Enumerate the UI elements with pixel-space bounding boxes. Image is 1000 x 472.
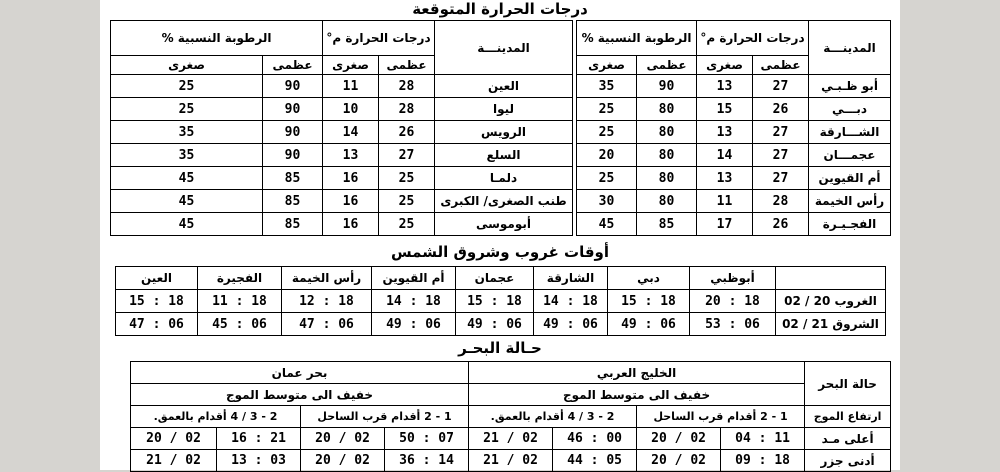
humidity-min: 45 xyxy=(111,167,263,190)
humidity-min: 45 xyxy=(111,213,263,236)
city-name: الفجـيـرة xyxy=(809,213,891,236)
wave-coast: 1 - 2 أقدام قرب الساحل xyxy=(301,406,469,428)
tide-value: 14 : 36 xyxy=(385,450,469,472)
wave-height-label: ارتفاع الموج xyxy=(805,406,891,428)
humidity-max: 80 xyxy=(637,98,697,121)
city-name: أبو ظـبـي xyxy=(809,75,891,98)
sunrise-time: 06 : 49 xyxy=(608,313,690,336)
tide-value: 02 / 20 xyxy=(637,428,721,450)
sunrise-time: 06 : 53 xyxy=(690,313,776,336)
sea-region-row xyxy=(131,362,891,384)
min-header: صغرى xyxy=(323,56,379,75)
temp-max: 26 xyxy=(753,98,809,121)
humidity-max: 90 xyxy=(263,144,323,167)
temp-min: 13 xyxy=(697,121,753,144)
high-tide-row xyxy=(131,428,891,450)
gulf-state: خفيف الى متوسط الموج xyxy=(469,384,805,406)
sunrise-row xyxy=(116,313,886,336)
sun-city: رأس الخيمة xyxy=(282,267,372,290)
tide-value: 02 / 20 xyxy=(637,450,721,472)
city-name: الرويس xyxy=(435,121,573,144)
max-header: عظمى xyxy=(263,56,323,75)
sun-corner-cell xyxy=(776,267,886,290)
sun-city: عجمان xyxy=(456,267,534,290)
sea-state-label: حالة البحر xyxy=(805,362,891,406)
humidity-max: 90 xyxy=(263,75,323,98)
wave-deep: 2 - 3 / 4 أقدام بالعمق. xyxy=(131,406,301,428)
tide-value: 02 / 20 xyxy=(301,428,385,450)
humidity-min: 25 xyxy=(111,98,263,121)
humidity-min: 35 xyxy=(111,121,263,144)
max-header: عظمى xyxy=(753,56,809,75)
oman-state: خفيف الى متوسط الموج xyxy=(131,384,469,406)
sun-title: أوقات غروب وشروق الشمس xyxy=(390,243,610,261)
humidity-min: 45 xyxy=(577,213,637,236)
city-name: ليوا xyxy=(435,98,573,121)
table-row xyxy=(111,121,891,144)
low-tide-row xyxy=(131,450,891,472)
tide-value: 21 : 16 xyxy=(217,428,301,450)
temp-max: 25 xyxy=(379,167,435,190)
weather-bulletin-page xyxy=(100,0,900,470)
city-header-left: المدينـــة xyxy=(435,21,573,75)
city-name: رأس الخيمة xyxy=(809,190,891,213)
temp-max: 27 xyxy=(379,144,435,167)
temp-min: 17 xyxy=(697,213,753,236)
city-name: أبوموسى xyxy=(435,213,573,236)
temp-min: 16 xyxy=(323,213,379,236)
low-tide-label: أدنى جزر xyxy=(805,450,891,472)
sunrise-time: 06 : 47 xyxy=(282,313,372,336)
sun-city: أم القيوين xyxy=(372,267,456,290)
sunset-time: 18 : 15 xyxy=(116,290,198,313)
tide-value: 03 : 13 xyxy=(217,450,301,472)
gulf-name: الخليج العربي xyxy=(469,362,805,384)
humidity-header-right: الرطوبة النسبية % xyxy=(577,21,697,56)
city-name: الشـــارقة xyxy=(809,121,891,144)
temp-min: 10 xyxy=(323,98,379,121)
table-row xyxy=(111,167,891,190)
humidity-max: 80 xyxy=(637,167,697,190)
temp-max: 28 xyxy=(753,190,809,213)
city-name: العين xyxy=(435,75,573,98)
sunset-time: 18 : 14 xyxy=(372,290,456,313)
sunset-time: 18 : 14 xyxy=(534,290,608,313)
sunrise-time: 06 : 45 xyxy=(198,313,282,336)
temp-max: 27 xyxy=(753,121,809,144)
table-row xyxy=(111,190,891,213)
humidity-min: 25 xyxy=(577,121,637,144)
humidity-max: 85 xyxy=(637,213,697,236)
humidity-max: 85 xyxy=(263,190,323,213)
tide-value: 02 / 21 xyxy=(469,450,553,472)
sunset-row xyxy=(116,290,886,313)
humidity-max: 90 xyxy=(637,75,697,98)
max-header: عظمى xyxy=(637,56,697,75)
sunrise-label: الشروق 21 / 02 xyxy=(776,313,886,336)
humidity-max: 90 xyxy=(263,98,323,121)
sunrise-time: 06 : 47 xyxy=(116,313,198,336)
temp-max: 27 xyxy=(753,144,809,167)
table-row xyxy=(111,98,891,121)
sun-times-table xyxy=(115,266,886,336)
temp-min: 16 xyxy=(323,190,379,213)
sun-city: أبوظبي xyxy=(690,267,776,290)
temp-max: 28 xyxy=(379,75,435,98)
sun-city: الشارقة xyxy=(534,267,608,290)
temp-min: 14 xyxy=(697,144,753,167)
city-name: عجمـــان xyxy=(809,144,891,167)
min-header: صغرى xyxy=(577,56,637,75)
city-header-right: المدينـــة xyxy=(809,21,891,75)
tide-value: 05 : 44 xyxy=(553,450,637,472)
weather-title: درجات الحرارة المتوقعة xyxy=(412,0,588,18)
temp-header-left: درجات الحرارة م° xyxy=(323,21,435,56)
temp-max: 26 xyxy=(753,213,809,236)
tide-value: 11 : 04 xyxy=(721,428,805,450)
humidity-min: 45 xyxy=(111,190,263,213)
sun-city: دبي xyxy=(608,267,690,290)
humidity-min: 35 xyxy=(577,75,637,98)
wave-deep: 2 - 3 / 4 أقدام بالعمق. xyxy=(469,406,637,428)
city-name: أم القيوين xyxy=(809,167,891,190)
sunset-time: 18 : 11 xyxy=(198,290,282,313)
humidity-max: 90 xyxy=(263,121,323,144)
sunrise-time: 06 : 49 xyxy=(456,313,534,336)
max-header: عظمى xyxy=(379,56,435,75)
temp-max: 26 xyxy=(379,121,435,144)
sunset-time: 18 : 15 xyxy=(456,290,534,313)
temp-min: 11 xyxy=(697,190,753,213)
temp-header-right: درجات الحرارة م° xyxy=(697,21,809,56)
city-name: طنب الصغرى/ الكبرى xyxy=(435,190,573,213)
tide-value: 02 / 20 xyxy=(131,428,217,450)
humidity-min: 25 xyxy=(111,75,263,98)
city-name: دبـــي xyxy=(809,98,891,121)
humidity-max: 85 xyxy=(263,213,323,236)
min-header: صغرى xyxy=(697,56,753,75)
sunset-time: 18 : 20 xyxy=(690,290,776,313)
sunrise-time: 06 : 49 xyxy=(534,313,608,336)
min-header: صغرى xyxy=(111,56,263,75)
temp-min: 13 xyxy=(697,75,753,98)
wave-height-row xyxy=(131,406,891,428)
sun-city: الفجيرة xyxy=(198,267,282,290)
tide-value: 07 : 50 xyxy=(385,428,469,450)
temp-max: 25 xyxy=(379,213,435,236)
sea-title: حـالة البحـر xyxy=(458,339,542,357)
sunset-label: الغروب 20 / 02 xyxy=(776,290,886,313)
tide-value: 02 / 21 xyxy=(131,450,217,472)
city-name: دلمـا xyxy=(435,167,573,190)
sun-city-row xyxy=(116,267,886,290)
humidity-max: 85 xyxy=(263,167,323,190)
sunset-time: 18 : 15 xyxy=(608,290,690,313)
humidity-max: 80 xyxy=(637,190,697,213)
temp-max: 25 xyxy=(379,190,435,213)
sea-state-table xyxy=(130,361,891,472)
temp-min: 11 xyxy=(323,75,379,98)
tide-value: 00 : 46 xyxy=(553,428,637,450)
tide-value: 02 / 20 xyxy=(301,450,385,472)
table-row xyxy=(111,213,891,236)
temp-min: 16 xyxy=(323,167,379,190)
city-name: السلع xyxy=(435,144,573,167)
tide-value: 18 : 09 xyxy=(721,450,805,472)
temp-max: 27 xyxy=(753,167,809,190)
temp-min: 14 xyxy=(323,121,379,144)
table-row xyxy=(111,144,891,167)
temp-min: 15 xyxy=(697,98,753,121)
humidity-min: 35 xyxy=(111,144,263,167)
sunrise-time: 06 : 49 xyxy=(372,313,456,336)
temp-min: 13 xyxy=(697,167,753,190)
sea-condition-row xyxy=(131,384,891,406)
temp-max: 28 xyxy=(379,98,435,121)
sun-city: العين xyxy=(116,267,198,290)
tide-value: 02 / 21 xyxy=(469,428,553,450)
humidity-min: 30 xyxy=(577,190,637,213)
high-tide-label: أعلى مـد xyxy=(805,428,891,450)
humidity-min: 25 xyxy=(577,167,637,190)
oman-name: بحر عمان xyxy=(131,362,469,384)
table-row xyxy=(111,75,891,98)
wave-coast: 1 - 2 أقدام قرب الساحل xyxy=(637,406,805,428)
temp-min: 13 xyxy=(323,144,379,167)
temp-max: 27 xyxy=(753,75,809,98)
sunset-time: 18 : 12 xyxy=(282,290,372,313)
humidity-header-left: الرطوبة النسبية % xyxy=(111,21,323,56)
temperature-table xyxy=(110,20,891,236)
humidity-max: 80 xyxy=(637,121,697,144)
humidity-min: 25 xyxy=(577,98,637,121)
humidity-max: 80 xyxy=(637,144,697,167)
humidity-min: 20 xyxy=(577,144,637,167)
